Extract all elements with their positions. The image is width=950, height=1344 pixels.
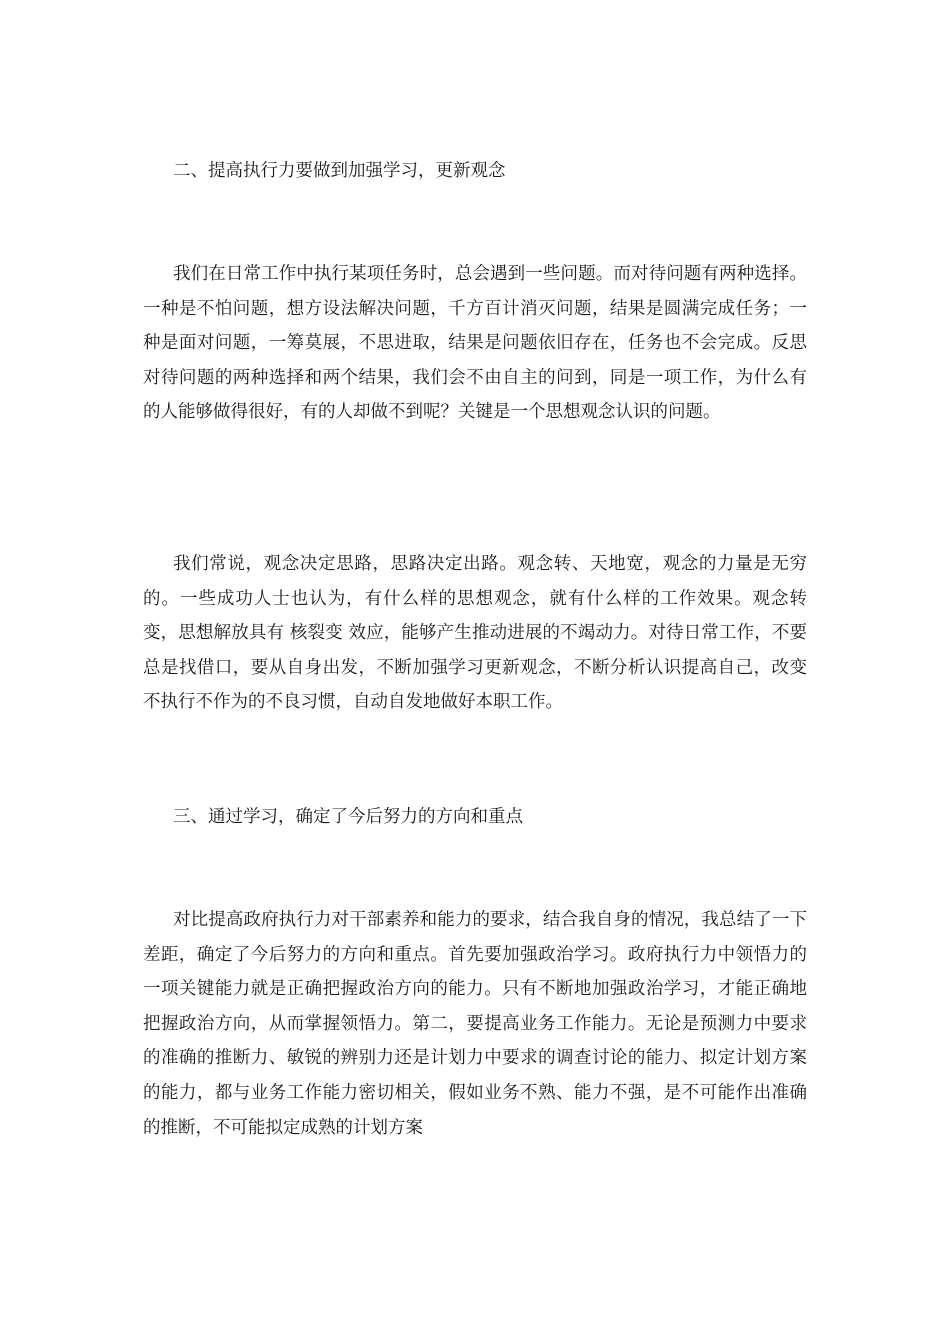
paragraph-3: 对比提高政府执行力对干部素养和能力的要求，结合我自身的情况，我总结了一下差距，确定了今后努力的方向和重点。首先要加强政治学习。政府执行力中领悟力的一项关键能力就是正确把握政治方向的能力。只有不断地加强政治学习，才能正确地把握政治方向，从而掌握领悟力。第二，要提高业务工作能力。无论是预测力中要求的准确的推断力、敏锐的辨别力还是计划力中要求的调查讨论的能力、拟定计划方案的能力，都与业务工作能力密切相关，假如业务不熟、能力不强，是不可能作出准确的推断，不可能拟定成熟的计划方案 xyxy=(143,910,807,1138)
paragraph-2: 我们常说，观念决定思路，思路决定出路。观念转、天地宽，观念的力量是无穷的。一些成功人士也认为，有什么样的思想观念，就有什么样的工作效果。观念转变，思想解放具有 核裂变 效应，能够产生推动进展的不竭动力。对待日常工作，不要总是找借口，要从自身出发，不断加强学习更新观念，不断分析认识提高自己，改变不执行不作为的不良习惯，自动自发地做好本职工作。 xyxy=(143,554,807,713)
paragraph-1: 我们在日常工作中执行某项任务时，总会遇到一些问题。而对待问题有两种选择。一种是不怕问题，想方设法解决问题，千方百计消灭问题，结果是圆满完成任务；一种是面对问题，一筹莫展，不思进取，结果是问题依旧存在，任务也不会完成。反思对待问题的两种选择和两个结果，我们会不由自主的问到，同是一项工作，为什么有的人能够做得很好，有的人却做不到呢？关键是一个思想观念认识的问题。 xyxy=(143,264,807,423)
section-heading-3: 三、通过学习，确定了今后努力的方向和重点 xyxy=(173,807,523,827)
section-heading-2: 二、提高执行力要做到加强学习，更新观念 xyxy=(173,161,506,181)
